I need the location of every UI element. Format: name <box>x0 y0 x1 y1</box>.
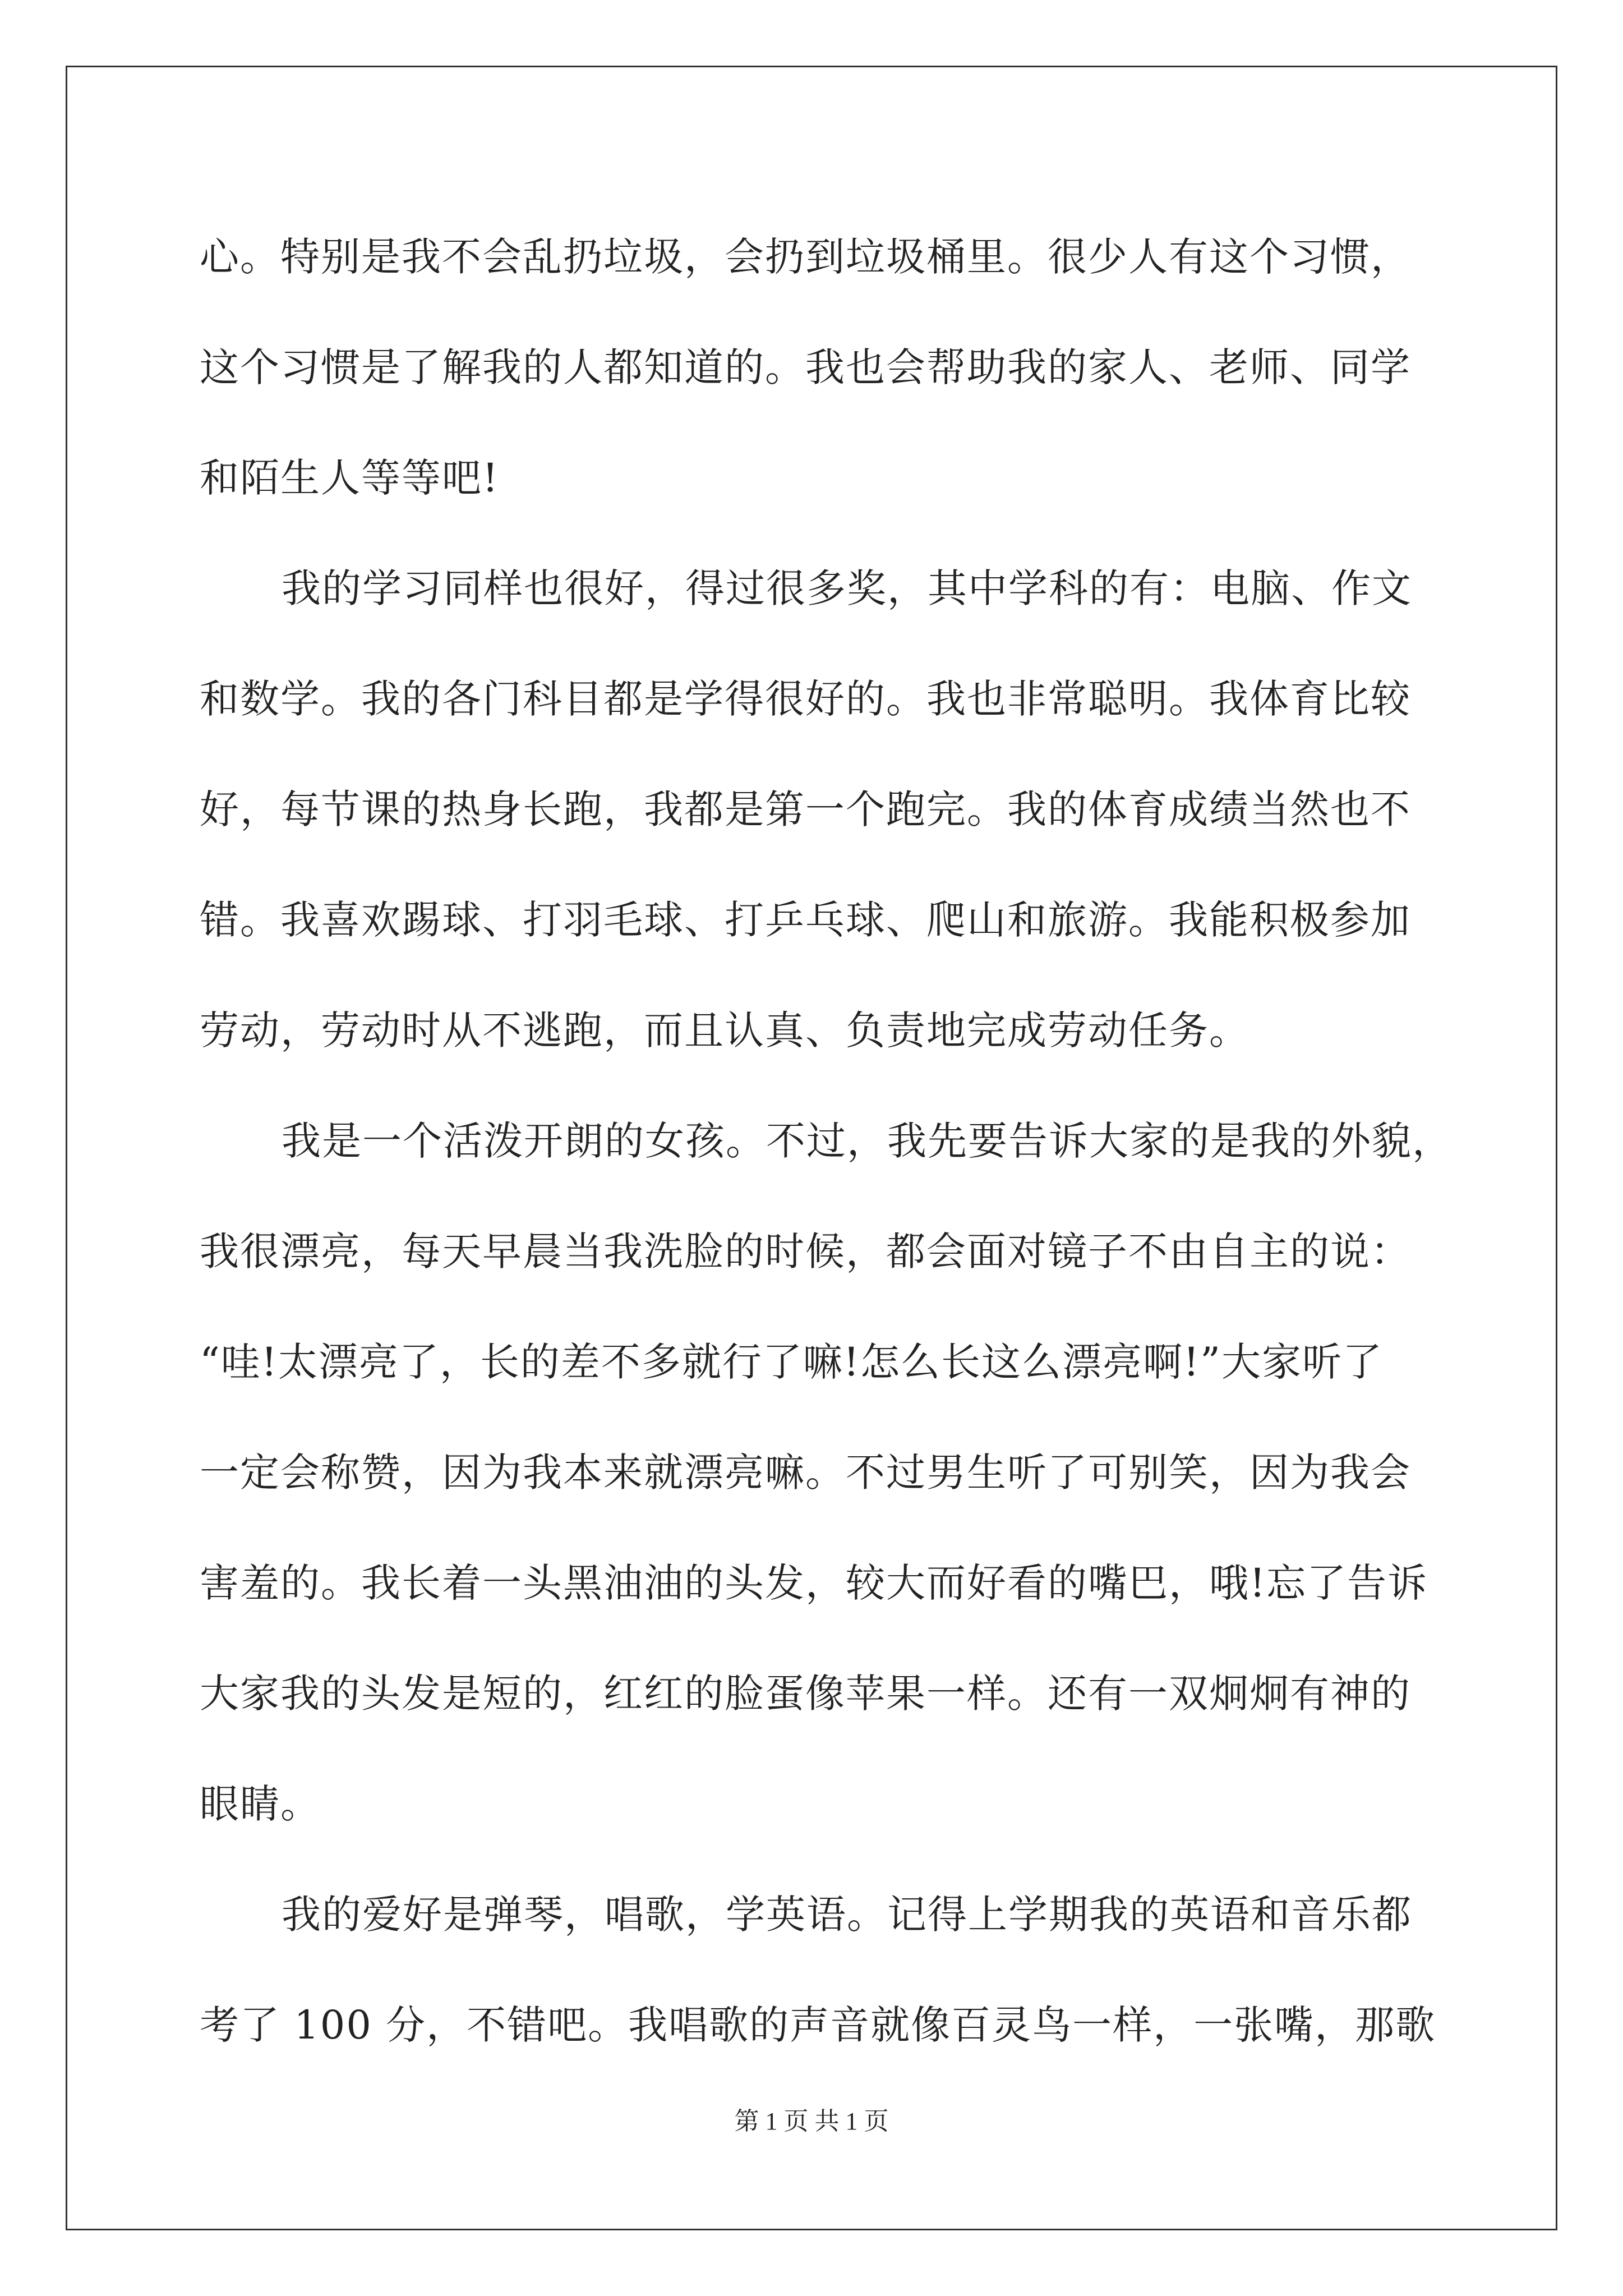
text-line-4: 我的学习同样也很好，得过很多奖，其中学科的有：电脑、作文 <box>282 565 1412 611</box>
text-line-2: 这个习惯是了解我的人都知道的。我也会帮助我的家人、老师、同学 <box>200 344 1411 390</box>
text-line-10: 我很漂亮，每天早晨当我洗脸的时候，都会面对镜子不由自主的说： <box>200 1228 1411 1274</box>
page-number-footer: 第 1 页 共 1 页 <box>734 2108 889 2135</box>
text-line-8: 劳动，劳动时从不逃跑，而且认真、负责地完成劳动任务。 <box>200 1007 1249 1053</box>
text-line-14: 大家我的头发是短的，红红的脸蛋像苹果一样。还有一双炯炯有神的 <box>200 1671 1411 1717</box>
text-line-6: 好，每节课的热身长跑，我都是第一个跑完。我的体育成绩当然也不 <box>200 786 1411 832</box>
text-line-3: 和陌生人等等吧! <box>200 455 500 501</box>
text-line-12: 一定会称赞，因为我本来就漂亮嘛。不过男生听了可别笑，因为我会 <box>200 1450 1411 1496</box>
text-line-9: 我是一个活泼开朗的女孩。不过，我先要告诉大家的是我的外貌， <box>282 1118 1453 1164</box>
text-line-5: 和数学。我的各门科目都是学得很好的。我也非常聪明。我体育比较 <box>200 676 1411 722</box>
text-line-15: 眼睛。 <box>200 1781 321 1827</box>
text-line-1: 心。特别是我不会乱扔垃圾，会扔到垃圾桶里。很少人有这个习惯， <box>200 234 1411 280</box>
text-line-7: 错。我喜欢踢球、打羽毛球、打乒乓球、爬山和旅游。我能积极参加 <box>200 897 1411 943</box>
text-line-17: 考了 100 分，不错吧。我唱歌的声音就像百灵鸟一样，一张嘴，那歌 <box>200 2002 1436 2048</box>
text-line-16: 我的爱好是弹琴，唱歌，学英语。记得上学期我的英语和音乐都 <box>282 1892 1412 1938</box>
text-line-11: “哇!太漂亮了，长的差不多就行了嘛!怎么长这么漂亮啊!”大家听了 <box>200 1339 1383 1385</box>
text-line-13: 害羞的。我长着一头黑油油的头发，较大而好看的嘴巴，哦!忘了告诉 <box>200 1560 1428 1606</box>
document-body <box>200 202 1453 2081</box>
